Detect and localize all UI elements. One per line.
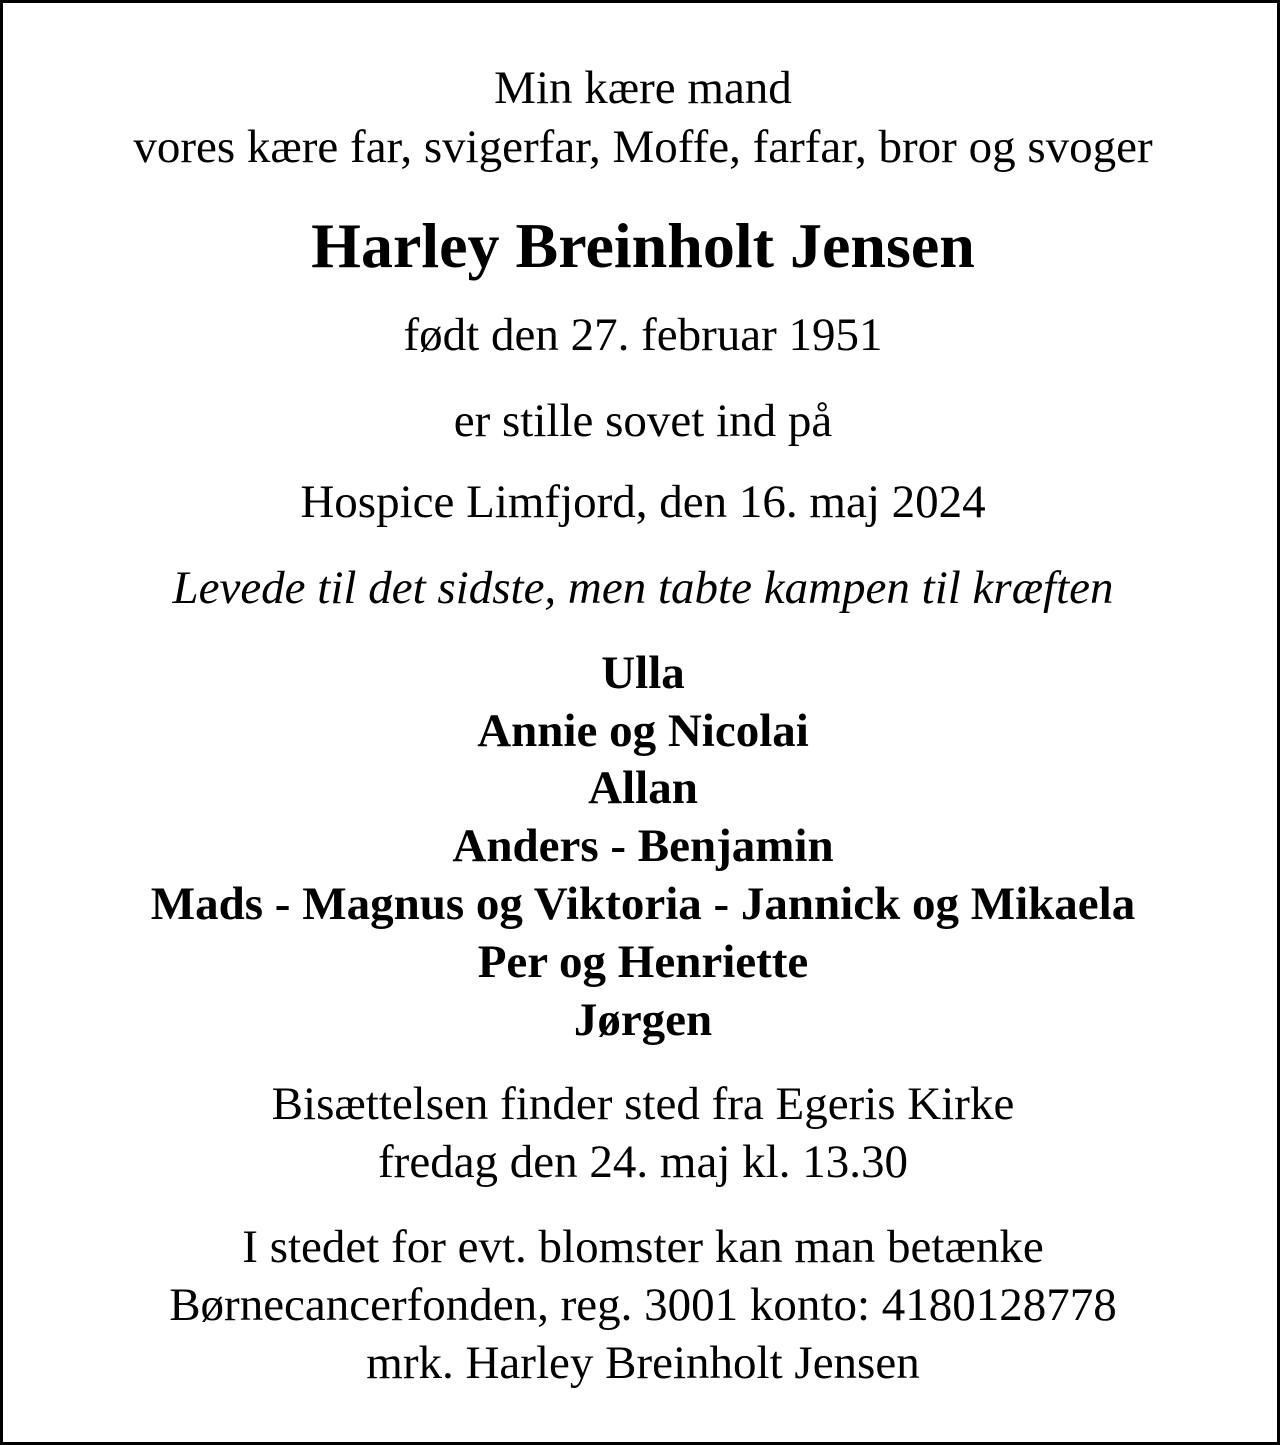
donation-line-1: I stedet for evt. blomster kan man betænke <box>242 1221 1044 1273</box>
deceased-name: Harley Breinholt Jensen <box>311 210 975 281</box>
funeral-line-2: fredag den 24. maj kl. 13.30 <box>378 1136 908 1188</box>
family-line-5: Mads - Magnus og Viktoria - Jannick og Mikaela <box>150 878 1136 930</box>
family-line-4: Anders - Benjamin <box>452 820 834 872</box>
family-line-2: Annie og Nicolai <box>477 705 809 757</box>
funeral-line-1: Bisættelsen finder sted fra Egeris Kirke <box>271 1078 1015 1130</box>
passed-away-text: er stille sovet ind på <box>453 395 833 447</box>
intro-line-1: Min kære mand <box>494 62 792 114</box>
donation-line-3: mrk. Harley Breinholt Jensen <box>366 1337 920 1389</box>
family-line-6: Per og Henriette <box>477 936 809 988</box>
family-line-1: Ulla <box>601 647 685 699</box>
family-line-7: Jørgen <box>573 994 713 1046</box>
intro-line-2: vores kære far, svigerfar, Moffe, farfar, bror og svoger <box>133 121 1153 173</box>
birth-date: født den 27. februar 1951 <box>403 309 883 361</box>
donation-line-2: Børnecancerfonden, reg. 3001 konto: 4180128778 <box>169 1279 1117 1331</box>
family-line-3: Allan <box>588 762 698 814</box>
quote: Levede til det sidste, men tabte kampen til kræften <box>172 562 1114 614</box>
place-and-date: Hospice Limfjord, den 16. maj 2024 <box>300 476 986 528</box>
